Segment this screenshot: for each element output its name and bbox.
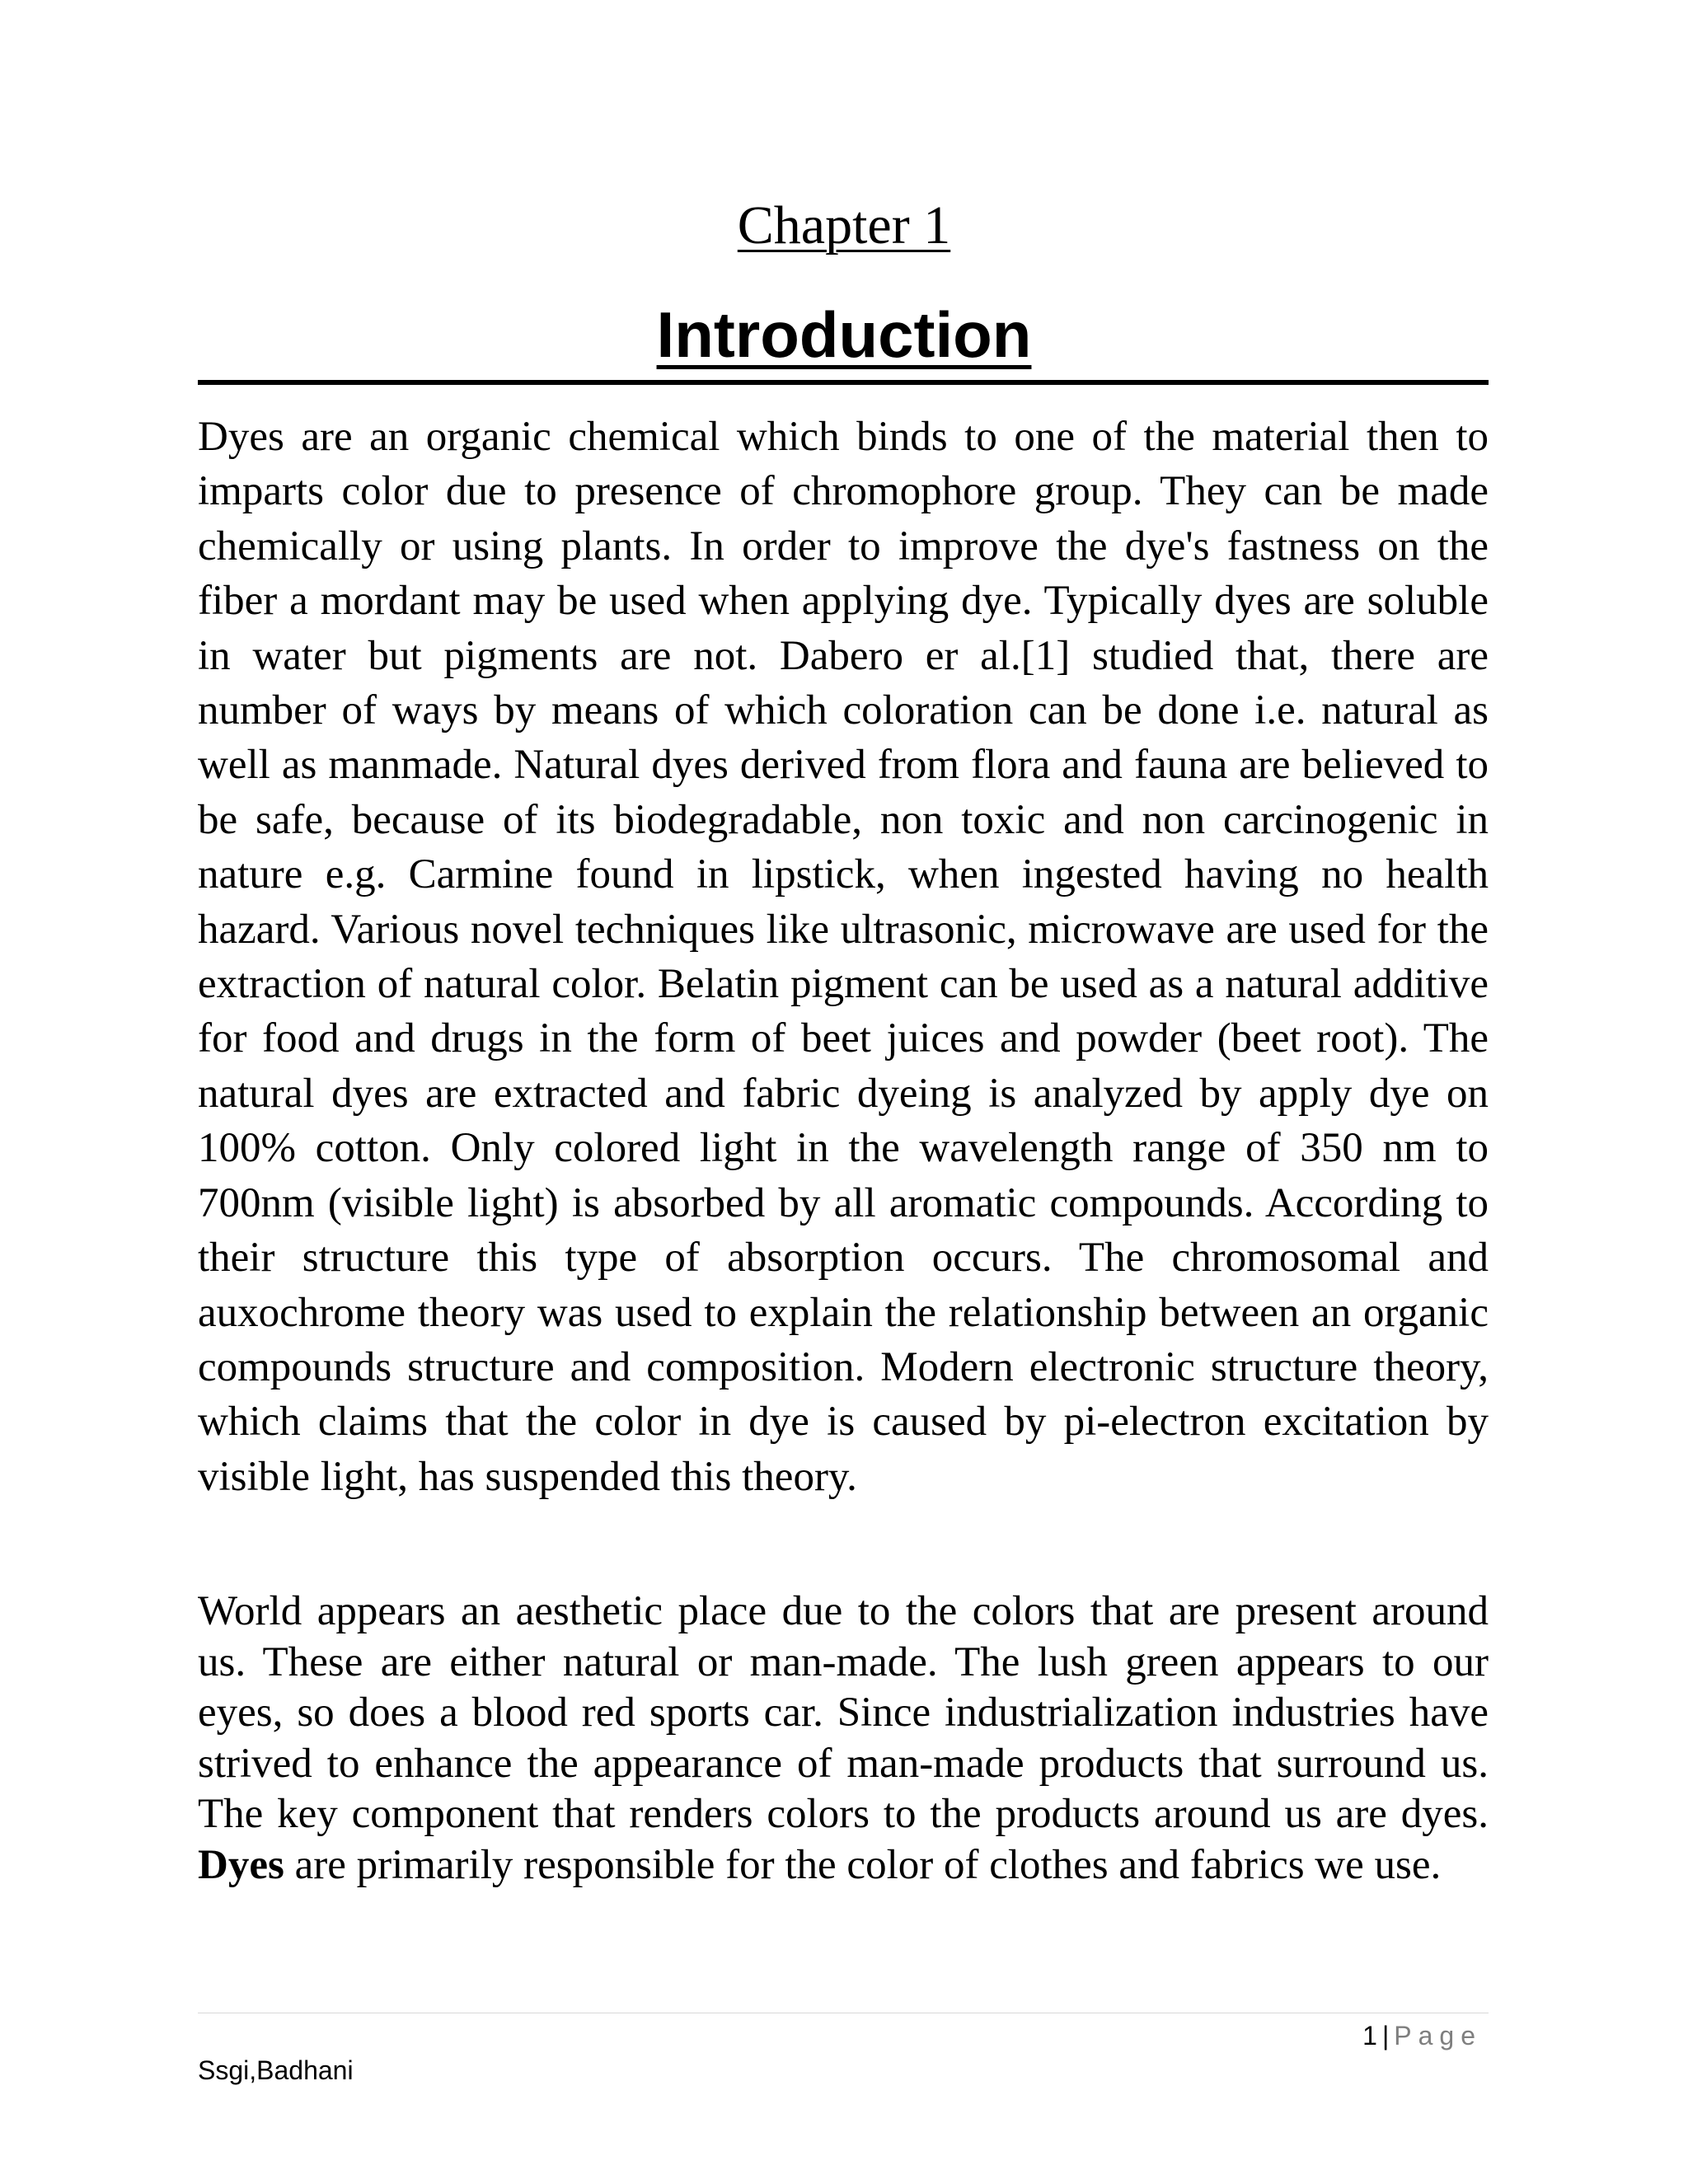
paragraph-2 [198, 1586, 1489, 1891]
page-number-separator: | [1381, 2021, 1390, 2050]
paragraph-1: Dyes are an organic chemical which binds to one of the material then to imparts color due to presence of chromophore group. They can be made chemically or using plants. In order to improve the dye's fastness on the fiber a mordant may be used when applying dye. Typically dyes are soluble in water but pigments are not. Dabero er al.[1] studied that, there are number of ways by means of which coloration can be done i.e. natural as well as manmade. Natural dyes derived from flora and fauna are believed to be safe, because of its biodegradable, non toxic and non carcinogenic in nature e.g. Carmine found in lipstick, when ingested having no health hazard. Various novel techniques like ultrasonic, microwave are used for the extraction of natural color. Belatin pigment can be used as a natural additive for food and drugs in the form of beet juices and powder (beet root). The natural dyes are extracted and fabric dyeing is analyzed by apply dye on 100% cotton. Only colored light in the wavelength range of 350 nm to 700nm (visible light) is absorbed by all aromatic compounds. According to their structure this type of absorption occurs. The chromosomal and auxochrome theory was used to explain the relationship between an organic compounds structure and composition. Modern electronic structure theory, which claims that the color in dye is caused by pi-electron excitation by visible light, has suspended this theory. [198, 414, 1489, 1500]
footer-institution: Ssgi,Badhani [198, 2055, 354, 2085]
paragraph-2-text-start: World appears an aesthetic place due to the colors that are present around us. These are either natural or man-made. The lush green appears to our eyes, so does a blood red sports car. Since industrialization industries have strived to enhance the appearance of man-made products that surround us. The key component that renders colors to the products around us are dyes. [198, 1588, 1489, 1837]
paragraph-2-bold-term: Dyes [198, 1841, 284, 1888]
page-word: Page [1394, 2021, 1482, 2050]
title-divider [198, 380, 1489, 385]
page-title: Introduction [656, 298, 1032, 371]
page-number-label [1362, 2016, 1482, 2055]
chapter-label: Chapter 1 [737, 195, 951, 255]
page-number: 1 [1362, 2021, 1377, 2050]
paragraph-2-text-end: are primarily responsible for the color of clothes and fabrics we use. [284, 1841, 1442, 1888]
